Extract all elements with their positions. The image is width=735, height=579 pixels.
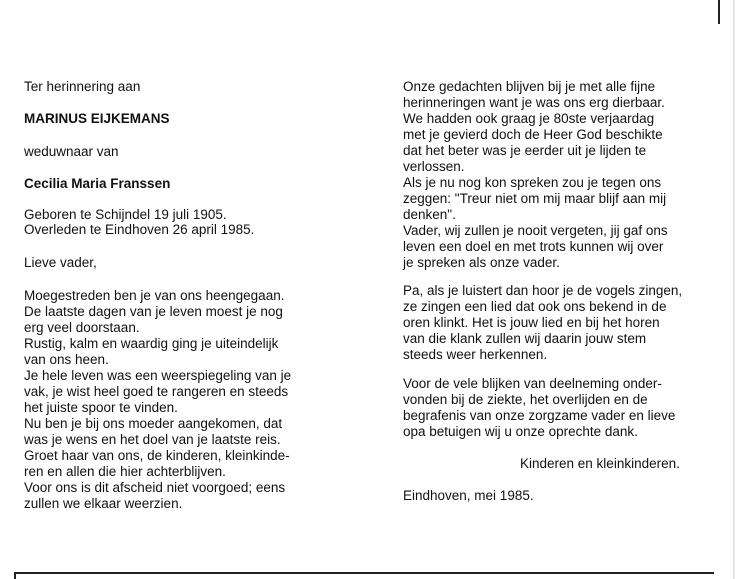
paragraph-1-line: je spreken als onze vader. — [403, 255, 560, 270]
body-line: Nu ben je bij ons moeder aangekomen, dat — [24, 416, 283, 431]
body-line: vak, je wist heel goed te rangeren en steeds — [24, 384, 289, 399]
paragraph-1-line: zeggen: "Treur niet om mij maar blijf aan mij — [403, 191, 667, 206]
paragraph-3-line: opa betuigen wij u onze oprechte dank. — [403, 424, 638, 439]
card-edge-bottom — [0, 570, 735, 579]
paragraph-1-line: denken". — [403, 207, 456, 222]
paragraph-2-line: van die klank zullen wij daarin jouw stem — [403, 331, 647, 346]
body-line: Moegestreden ben je van ons heengegaan. — [24, 288, 285, 303]
paragraph-1-line: dat het beter was je eerder uit je lijden te — [403, 143, 647, 158]
paragraph-1-line: leven een doel en met trots kunnen wij over — [403, 239, 664, 254]
card-edge-top-mark — [718, 0, 720, 24]
paragraph-3-line: Voor de vele blijken van deelneming onder- — [403, 376, 662, 391]
body-line: De laatste dagen van je leven moest je nog — [24, 304, 283, 319]
deceased-name: MARINUS EIJKEMANS — [24, 111, 170, 126]
body-line: van ons heen. — [24, 352, 109, 367]
signature: Kinderen en kleinkinderen. — [520, 456, 680, 471]
paragraph-1-line: met je gevierd doch de Heer God beschikte — [403, 127, 663, 142]
paragraph-2-line: Pa, als je luistert dan hoor je de vogels zingen, — [403, 283, 683, 298]
paragraph-1-line: Vader, wij zullen je nooit vergeten, jij gaf ons — [403, 223, 668, 238]
paragraph-1-line: herinneringen want je was ons erg dierbaar. — [403, 95, 665, 110]
body-line: Voor ons is dit afscheid niet voorgoed; eens — [24, 480, 286, 495]
paragraph-1-line: Als je nu nog kon spreken zou je tegen ons — [403, 175, 662, 190]
spouse-name: Cecilia Maria Franssen — [24, 176, 171, 191]
body-line: ren en allen die hier achterblijven. — [24, 464, 226, 479]
death-line: Overleden te Eindhoven 26 april 1985. — [24, 222, 255, 237]
intro-text: Ter herinnering aan — [24, 79, 141, 94]
body-line: zullen we elkaar weerzien. — [24, 496, 183, 511]
paragraph-1-line: Onze gedachten blijven bij je met alle fijne — [403, 79, 656, 94]
relation-text: weduwnaar van — [24, 144, 119, 159]
bottom-corner-mark — [14, 572, 16, 579]
body-line: Je hele leven was een weerspiegeling van je — [24, 368, 292, 383]
body-line: Groet haar van ons, de kinderen, kleinkinde- — [24, 448, 290, 463]
paragraph-2-line: oren klinkt. Het is jouw lied en bij het horen — [403, 315, 660, 330]
bottom-rule — [14, 572, 714, 574]
paragraph-2-line: ze zingen een lied dat ook ons bekend in de — [403, 299, 667, 314]
salutation: Lieve vader, — [24, 255, 97, 270]
paragraph-2-line: steeds weer herkennen. — [403, 347, 548, 362]
paragraph-1-line: We hadden ook graag je 80ste verjaardag — [403, 111, 655, 126]
place-date: Eindhoven, mei 1985. — [403, 488, 534, 503]
body-line: was je wens en het doel van je laatste reis. — [24, 432, 281, 447]
paragraph-3-line: vonden bij de ziekte, het overlijden en de — [403, 392, 648, 407]
body-line: het juiste spoor te vinden. — [24, 400, 178, 415]
paragraph-3-line: begrafenis van onze zorgzame vader en lieve — [403, 408, 676, 423]
paragraph-1-line: verlossen. — [403, 159, 465, 174]
body-line: Rustig, kalm en waardig ging je uiteindelijk — [24, 336, 279, 351]
body-line: erg veel doorstaan. — [24, 320, 140, 335]
birth-line: Geboren te Schijndel 19 juli 1905. — [24, 207, 227, 222]
